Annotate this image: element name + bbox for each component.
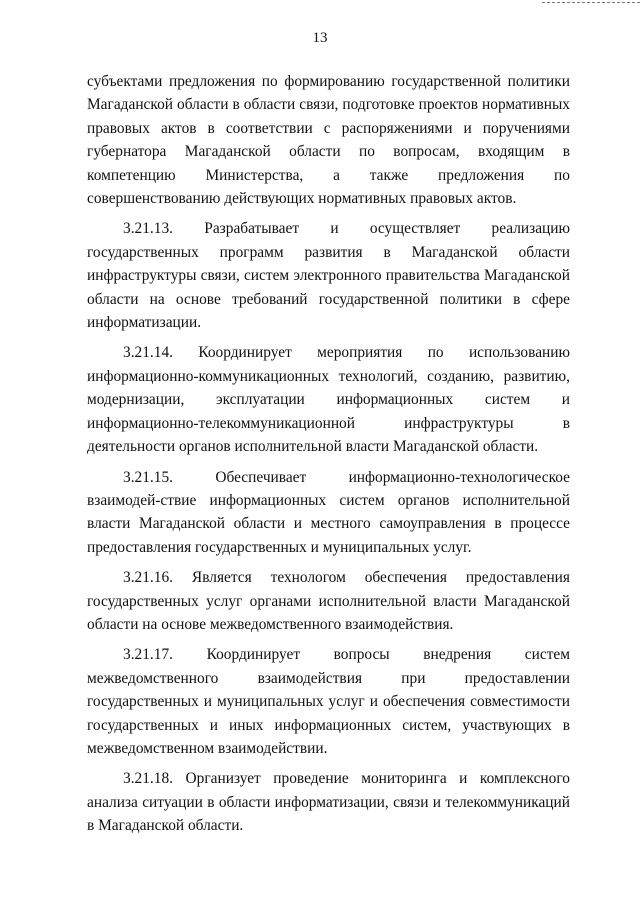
paragraph-3-21-14: 3.21.14. Координирует мероприятия по использованию информационно-коммуникационных технологий, созданию, развитию, модернизации, эксплуатации информационных систем и информационно-телекоммуникационной инфраструктуры в деятельности органов исполнительной власти Магаданской области. — [87, 344, 570, 456]
document-body — [87, 70, 570, 845]
paragraph-3-21-16: 3.21.16. Является технологом обеспечения предоставления государственных услуг органами исполнительной власти Магаданской области на основе межведомственного взаимодействия. — [87, 569, 570, 633]
paragraph-continuation: субъектами предложения по формированию государственной политики Магаданской области в области связи, подготовке проектов нормативных правовых актов в соответствии с распоряжениями и поручениями губернатора Магаданской области по вопросам, входящим в компетенцию Министерства, а также предложения по совершенствованию действующих нормативных правовых актов. — [87, 73, 570, 208]
page-number: 13 — [312, 30, 328, 46]
paragraph-3-21-17: 3.21.17. Координирует вопросы внедрения систем межведомственного взаимодействия при предоставлении государственных и муниципальных услуг и обеспечения совместимости государственных и иных информационных систем, участвующих в межведомственном взаимодействии. — [87, 646, 570, 757]
paragraph-3-21-18: 3.21.18. Организует проведение мониторинга и комплексного анализа ситуации в области информатизации, связи и телекоммуникаций в Магаданской области. — [87, 770, 570, 835]
paragraph-3-21-15: 3.21.15. Обеспечивает информационно-технологическое взаимодей-ствие информационных систем органов исполнительной власти Магаданской области и местного самоуправления в процессе предоставления государственных и муниципальных услуг. — [87, 468, 570, 556]
corner-scan-line — [542, 2, 640, 3]
paragraph-3-21-13: 3.21.13. Разрабатывает и осуществляет реализацию государственных программ развития в Магаданской области инфраструктуры связи, систем электронного правительства Магаданской области на основе требований государственной политики в сфере информатизации. — [87, 220, 570, 332]
